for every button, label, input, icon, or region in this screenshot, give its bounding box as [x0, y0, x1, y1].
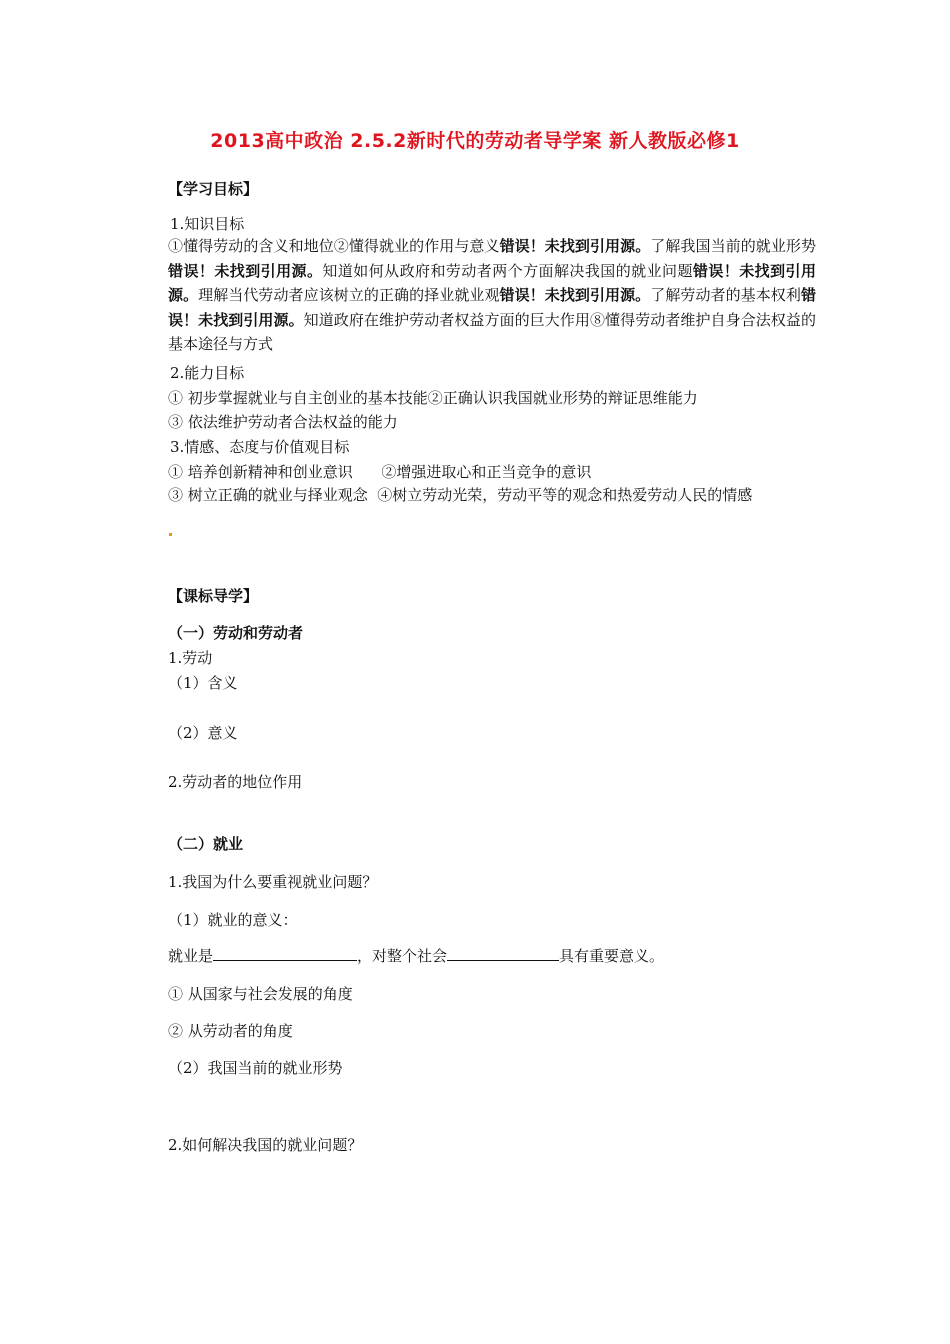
question-employment-importance: 1.我国为什么要重视就业问题？: [168, 873, 378, 891]
goal2-label: 2.能力目标: [170, 364, 245, 382]
stray-mark: [169, 533, 172, 536]
item-labor-significance: （2）意义: [168, 724, 238, 742]
goal3-label: 3.情感、态度与价值观目标: [170, 438, 350, 456]
ref-error-4: 错误！未找到引用源。: [499, 286, 651, 305]
item-labor: 1.劳动: [168, 649, 213, 667]
fill-text-a: 就业是: [168, 947, 214, 965]
goal1-text-5: 了解劳动者的基本权利: [650, 286, 801, 305]
section-heading-learning-goals: 【学习目标】: [168, 180, 259, 198]
section-heading-curriculum-guide: 【课标导学】: [168, 587, 259, 605]
part2-heading: （二）就业: [168, 835, 244, 853]
angle-laborer: ② 从劳动者的角度: [168, 1022, 293, 1040]
fill-text-b: ，对整个社会: [357, 947, 448, 965]
fill-blank-2[interactable]: [447, 946, 559, 961]
goal1-text-3: 知道如何从政府和劳动者两个方面解决我国的就业问题: [322, 261, 693, 280]
current-employment-situation: （2）我国当前的就业形势: [168, 1059, 343, 1077]
fill-text-c: 具有重要意义。: [559, 947, 665, 965]
goal2-line-2: ③ 依法维护劳动者合法权益的能力: [168, 413, 398, 431]
ref-error-3: 错误！未找到引用源。: [168, 261, 816, 305]
goal3-line-2: ③ 树立正确的就业与择业观念 ④树立劳动光荣，劳动平等的观念和热爱劳动人民的情感: [168, 486, 753, 504]
ref-error-5: 错误！未找到引用源。: [168, 286, 816, 329]
angle-national: ① 从国家与社会发展的角度: [168, 985, 353, 1003]
fill-in-sentence: [168, 946, 664, 966]
item-labor-meaning: （1）含义: [168, 674, 238, 692]
goal1-text-1: ①懂得劳动的含义和地位②懂得就业的作用与意义: [168, 237, 500, 255]
employment-meaning-label: （1）就业的意义：: [168, 911, 298, 929]
goal1-label: 1.知识目标: [170, 215, 245, 233]
goal2-line-1: ① 初步掌握就业与自主创业的基本技能②正确认识我国就业形势的辩证思维能力: [168, 389, 698, 407]
goal3-line-1: ① 培养创新精神和创业意识 ②增强进取心和正当竞争的意识: [168, 463, 592, 481]
part1-heading: （一）劳动和劳动者: [168, 624, 304, 642]
goal1-text-6: 知道政府在维护劳动者权益方面的巨大作用⑧懂得劳动者维护自身合法权益的基本途径与方式: [168, 310, 816, 354]
item-laborer-role: 2.劳动者的地位作用: [168, 773, 303, 791]
ref-error-1: 错误！未找到引用源。: [499, 237, 651, 255]
goal1-text-2: 了解我国当前的就业形势: [650, 237, 816, 255]
document-title: 2013高中政治 2.5.2新时代的劳动者导学案 新人教版必修1: [210, 130, 740, 152]
question-solve-employment: 2.如何解决我国的就业问题？: [168, 1136, 363, 1154]
fill-blank-1[interactable]: [213, 946, 357, 961]
ref-error-2: 错误！未找到引用源。: [168, 261, 323, 280]
goal1-paragraph: [168, 234, 816, 357]
goal1-text-4: 理解当代劳动者应该树立的正确的择业就业观: [198, 286, 500, 305]
